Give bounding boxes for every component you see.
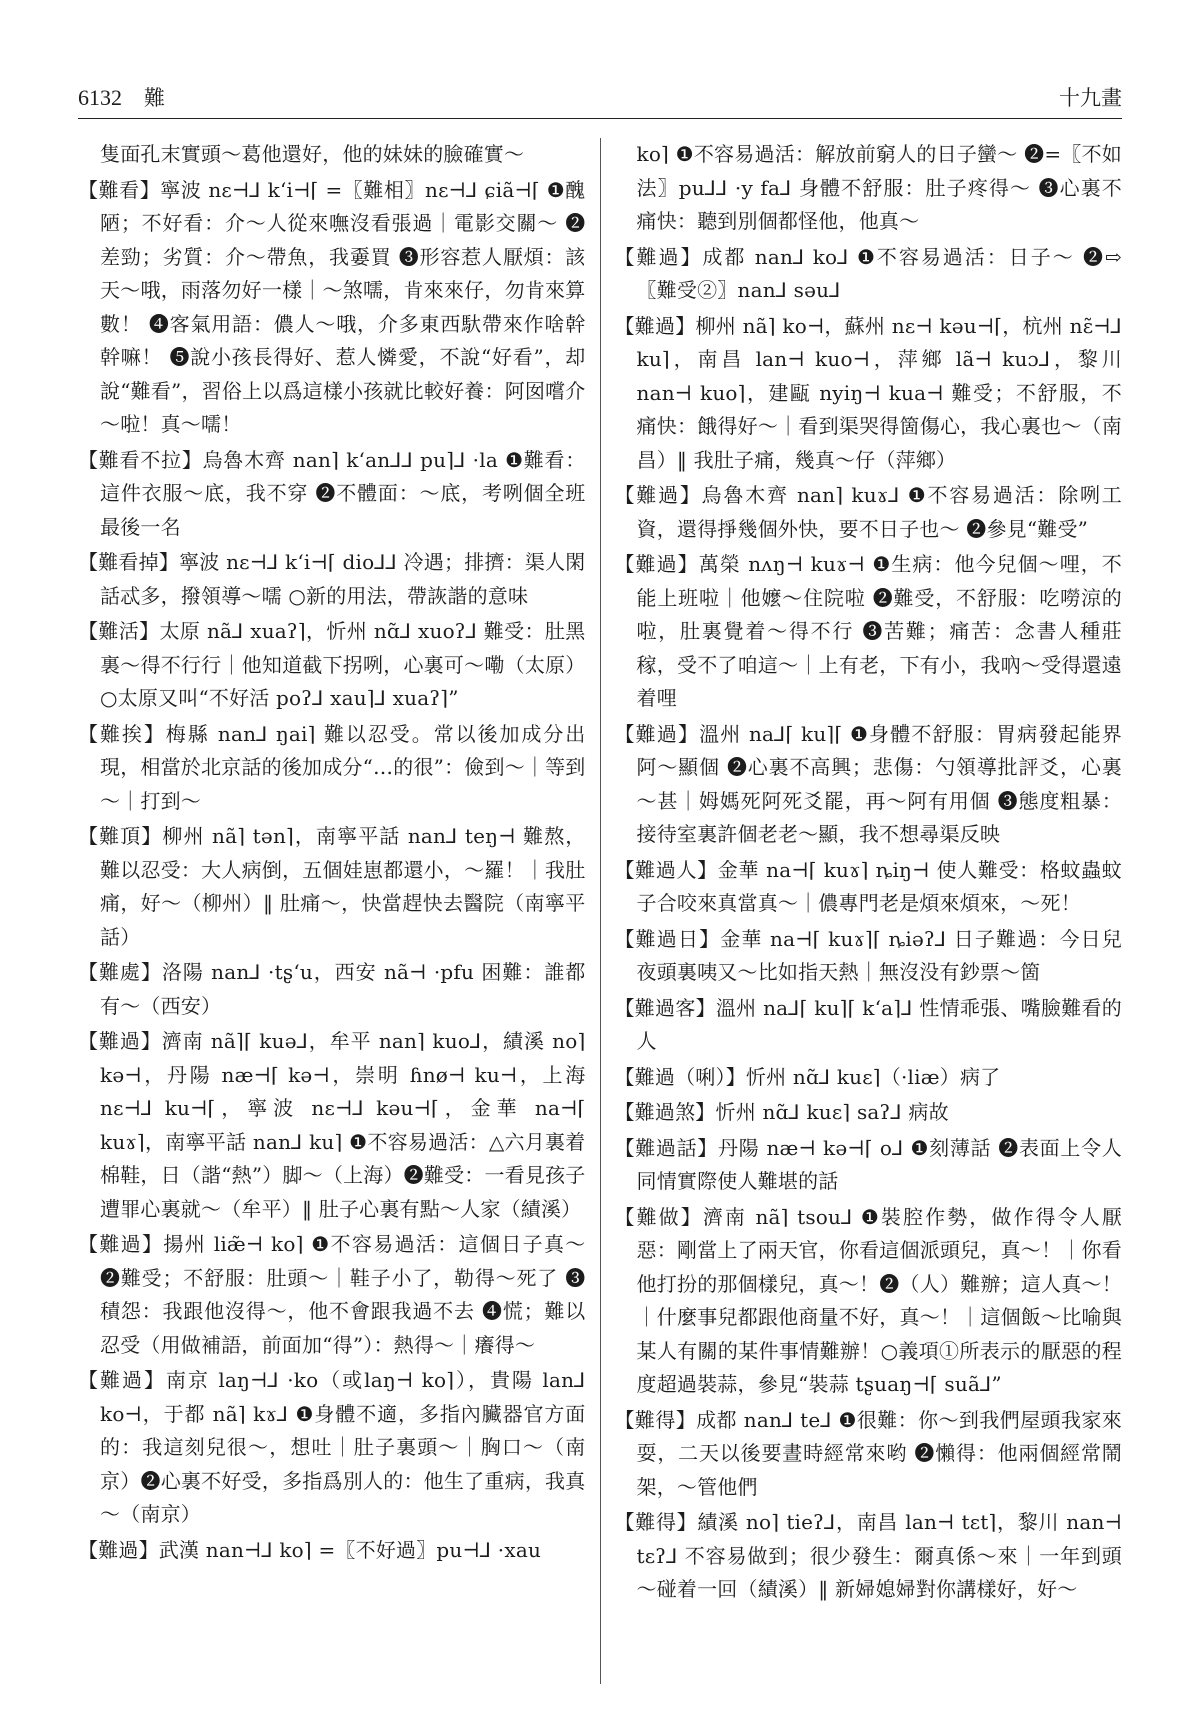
stroke-count-section: 十九畫 [1059, 86, 1122, 110]
entry-nanguoke: 【難過客】溫州 na⅃⌈ ku⌉⌈ kʻa⌉⅃ 性情乖張、嘴臉難看的人 [614, 995, 1122, 1053]
entry-nanguo-liuzhou: 【難過】柳州 nã⌉ ko⊣，蘇州 nɛ⊣ kəu⊣⌈，杭州 nɛ̃⊣⅃ ku⌉，南昌 lan⊣ kuo⊣，萍鄉 lã⊣ kuɔ⅃，黎川 nan⊣ kuo⌉，建甌 nyiŋ⊣ kua⊣ 難受；不舒服，不痛快：餓得好～｜看到渠哭得箇傷心，我心裏也～（南昌）‖ 我肚子痛，幾真～仔（萍鄉） [614, 313, 1122, 472]
entry-nanguosha: 【難過煞】忻州 nɑ̃⅃ kuɛ⌉ saʔ⅃ 病故 [614, 1100, 949, 1124]
entry-nankandiao: 【難看掉】寧波 nɛ⊣⅃ kʻi⊣⌈ dio⅃⅃ 冷遇；排擠：渠人閑話忒多，撥領導～嚅 ○新的用法，帶詼諧的意味 [78, 550, 586, 608]
entry-nanguo-li: 【難過（唎）】忻州 nɑ̃⅃ kuɛ⌉（·liæ）病了 [614, 1064, 1001, 1089]
entry-nanguo-jinan: 【難過】濟南 nã⌉⌈ kuə⅃，牟平 nan⌉ kuo⅃，績溪 no⌉ kə⊣，丹陽 næ⊣⌈ kə⊣，崇明 ɦnø⊣ ku⊣，上海 nɛ⊣⅃ ku⊣⌈，寧波 nɛ⊣⅃ kəu⊣⌈，金華 na⊣⌈ kuɤ⌉，南寧平話 nan⅃ ku⌉ ❶不容易過活：△六月裏着棉鞋，日（諧“熱”）脚～（上海）❷難受：一看見孩子遭罪心裏就～（牟平）‖ 肚子心裏有點～人家（績溪） [78, 1029, 586, 1221]
entry-nanguori: 【難過日】金華 na⊣⌈ kuɤ⌉⌈ ȵiəʔ⅃ 日子難過：今日兒夜頭裏咦又～比如指天熱｜無沒没有鈔票～箇 [614, 926, 1122, 984]
entry-nande-jixi: 【難得】績溪 no⌉ tieʔ⅃，南昌 lan⊣ tɛt⌉，黎川 nan⊣ tɛʔ⅃ 不容易做到；很少發生：爾真係～來｜一年到頭～碰着一回（績溪）‖ 新婦媳婦對你講樣好，好～ [614, 1510, 1122, 1601]
entry-nande-chengdu: 【難得】成都 nan⅃ te⅃ ❶很難：你～到我們屋頭我家來耍，二天以後要晝時經常來哟 ❷懶得：他兩個經常鬧架，～管他們 [614, 1407, 1122, 1499]
entry-nanguo-wuhan: 【難過】武漢 nan⊣⅃ ko⌉ =〖不好過〗pu⊣⅃ ·xau [78, 1537, 542, 1562]
left-column [78, 138, 601, 1684]
entry-nanhuo: 【難活】太原 nã⅃ xuaʔ⌉，忻州 nɑ̃⅃ xuoʔ⅃ 難受：肚黑裏～得不行行｜他知道截下拐咧，心裏可～嘞（太原）○太原又叫“不好活 poʔ⅃ xau⌉⅃ xuaʔ⌉” [78, 619, 586, 710]
running-headword: 難 [144, 86, 165, 110]
dictionary-columns [78, 138, 1122, 1684]
entry-nanguo-nanjing: 【難過】南京 laŋ⊣⅃ ·ko（或laŋ⊣ ko⌉），貴陽 lan⅃ ko⊣，于都 nã⌉ kɤ⅃ ❶身體不適，多指內臟器官方面的：我這刻兒很～，想吐｜肚子裏頭～｜胸口～（南京）❷心裏不好受，多指爲別人的：他生了重病，我真～（南京） [78, 1368, 586, 1526]
entry-nanguoren: 【難過人】金華 na⊣⌈ kuɤ⌉ ȵiŋ⊣ 使人難受：格蚊蟲蚊子合咬來真當真～｜儂專門老是煩來煩來，～死！ [614, 857, 1122, 915]
page-header [78, 78, 1122, 119]
entry-nanguo-wenzhou: 【難過】溫州 na⅃⌈ ku⌉⌈ ❶身體不舒服：胃病發起能界阿～顯個 ❷心裏不高興；悲傷：勺領導批評爻，心裏～甚｜姆媽死阿死爻罷，再～阿有用個 ❸態度粗暴：接待室裏許個老老～顯，我不想尋渠反映 [614, 721, 1122, 846]
continued-entry-wuhan: ko⌉ ❶不容易過活：解放前窮人的日子蠻～ ❷=〖不如法〗pu⅃⅃ ·y fa⅃ 身體不舒服：肚子疼得～ ❸心裏不痛快：聽到別個都怪他，他真～ [636, 142, 1122, 233]
entry-nanding: 【難頂】柳州 nã⌉ tən⌉，南寧平話 nan⅃ teŋ⊣ 難熬，難以忍受：大人病倒，五個娃崽都還小，～羅！｜我肚痛，好～（柳州）‖ 肚痛～，快當趕快去醫院（南寧平話） [78, 824, 586, 949]
entry-nankanbula: 【難看不拉】烏魯木齊 nan⌉ kʻan⅃⅃ pu⌉⅃ ·la ❶難看：這件衣服～底，我不穿 ❷不體面：～底，考咧個全班最後一名 [78, 447, 586, 539]
entry-nanchu: 【難處】洛陽 nan⅃ ·tʂʻu，西安 nã⊣ ·pfu 困難：誰都有～（西安） [78, 960, 586, 1018]
entry-nanai: 【難挨】梅縣 nan⅃ ŋai⌉ 難以忍受。常以後加成分出現，相當於北京話的後加成分“…的很”：儉到～｜等到～｜打到～ [78, 721, 586, 813]
entry-nanzuo: 【難做】濟南 nã⌉ tsou⅃ ❶裝腔作勢，做作得令人厭惡：剛當上了兩天官，你看這個派頭兒，真～！｜你看他打扮的那個樣兒，真～！❷（人）難辦；這人真～！｜什麼事兒都跟他商量不好，真～！｜這個飯～比喻與某人有關的某件事情難辦！○義項①所表示的厭惡的程度超過裝蒜，參見“裝蒜 tʂuaŋ⊣⌈ suã⅃” [614, 1204, 1122, 1396]
entry-nanguo-wanrong: 【難過】萬榮 nʌŋ⊣ kuɤ⊣ ❶生病：他今兒個～哩，不能上班啦｜他嬤～住院啦 ❷難受，不舒服：吃嘮涼的啦，肚裏覺着～得不行 ❸苦難；痛苦：念書人種莊稼，受不了咱這～｜上有老，下有小，我吶～受得還遠着哩 [614, 552, 1122, 710]
page-number: 6132 [78, 85, 122, 110]
right-column [601, 138, 1123, 1684]
entry-nanguo-chengdu: 【難過】成都 nan⅃ ko⅃ ❶不容易過活：日子～ ❷⇨〖難受②〗nan⅃ səu⅃ [614, 244, 1122, 302]
entry-nankan-ningbo: 【難看】寧波 nɛ⊣⅃ kʻi⊣⌈ =〖難相〗nɛ⊣⅃ ɕiã⊣⌈ ❶醜陋；不好看：介～人從來嘸沒看張過｜電影交關～ ❷差勁；劣質：介～帶魚，我嫑買 ❸形容惹人厭煩：該天～哦，雨落勿好一樣｜～煞嚅，肯來來仔，勿肯來算數！ ❹客氣用語：儂人～哦，介多東西馱帶來作啥幹幹嘛！ ❺說小孩長得好、惹人憐愛，不說“好看”，却說“難看”，習俗上以爲這樣小孩就比較好養：阿囡嚐介～啦！真～嚅！ [78, 177, 586, 436]
page-header-left [78, 82, 165, 112]
entry-nanguo-yangzhou: 【難過】揚州 liæ̃⊣ ko⌉ ❶不容易過活：這個日子真～ ❷難受；不舒服：肚頭～｜鞋子小了，勒得～死了 ❸積怨：我跟他沒得～，他不會跟我過不去 ❹慌；難以忍受（用做補語，前面加“得”）：熱得～｜癢得～ [78, 1232, 586, 1357]
entry-nanguo-urumqi: 【難過】烏魯木齊 nan⌉ kuɤ⅃ ❶不容易過活：除咧工資，還得掙幾個外快，要不日子也～ ❷參見“難受” [614, 483, 1122, 541]
entry-nanguohua: 【難過話】丹陽 næ⊣ kə⊣⌈ o⅃ ❶刻薄話 ❷表面上令人同情實際使人難堪的話 [614, 1135, 1122, 1193]
continued-entry: 隻面孔末實頭～葛他還好，他的妹妹的臉確實～ [100, 142, 525, 166]
